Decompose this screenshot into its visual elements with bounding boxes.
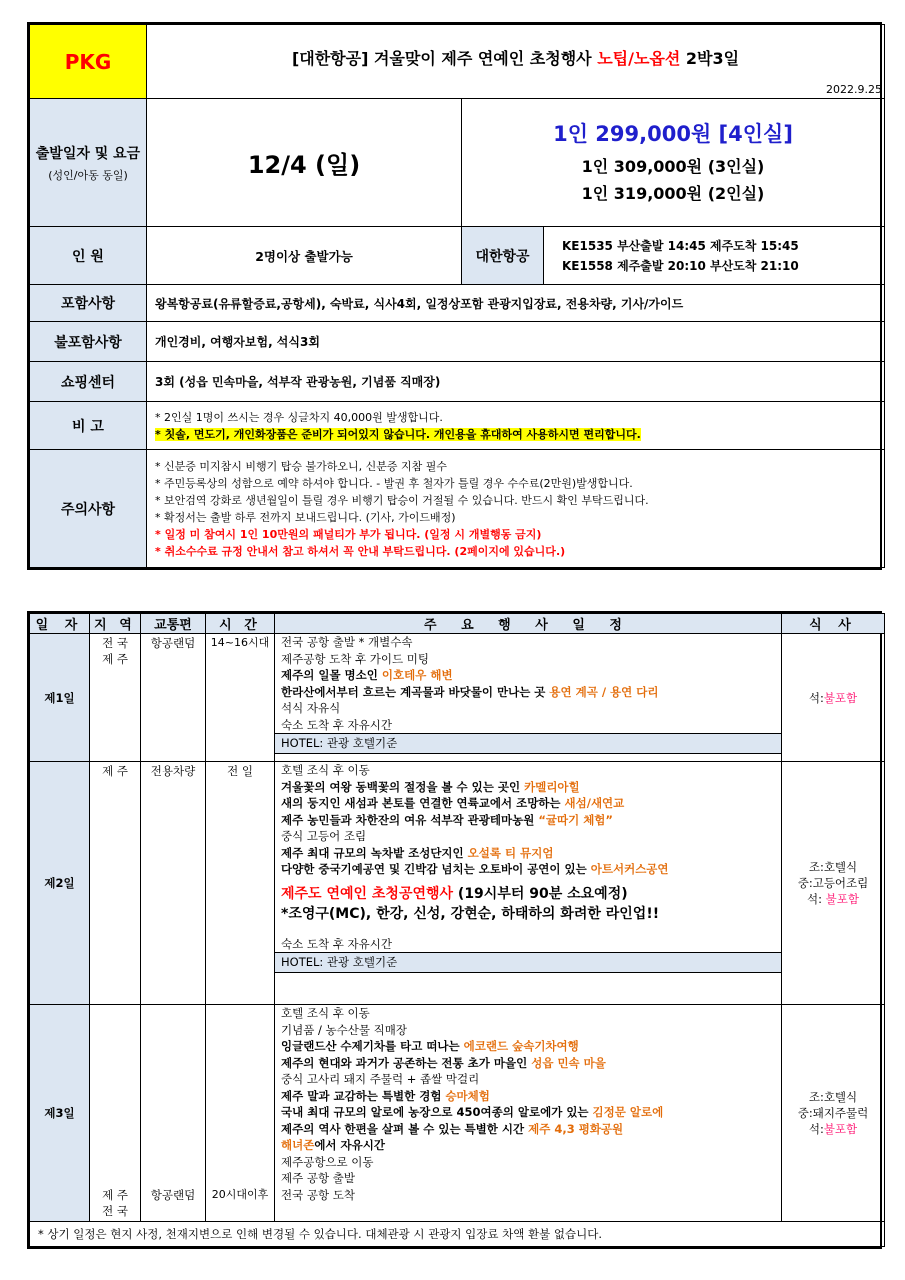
schedule-line (275, 812, 781, 829)
schedule-highlight: 이호테우 해변 (381, 668, 453, 682)
itinerary-footer-note: * 상기 일정은 현지 사정, 천재지변으로 인해 변경될 수 있습니다. 대체관광 시 관광지 입장료 차액 환불 없습니다. (30, 1222, 885, 1247)
col-header-day: 일 자 (30, 614, 90, 634)
title-text-highlight: 노팁/노옵션 (597, 49, 681, 68)
flight-outbound: KE1535 부산출발 14:45 제주도착 15:45 (562, 238, 799, 253)
schedule-line: 석식 자유식 (281, 701, 341, 715)
flight-return: KE1558 제주출발 20:10 부산도착 21:10 (562, 258, 799, 273)
caution-line: * 신분증 미지참시 비행기 탑승 불가하오니, 신분증 지참 필수 (155, 459, 447, 473)
caution-line: * 확정서는 출발 하루 전까지 보내드립니다. (기사, 가이드배정) (155, 510, 456, 524)
day1-schedule (275, 634, 782, 762)
title-text-pre: [대한항공] 겨울맞이 제주 연예인 초청행사 (291, 49, 598, 68)
remark-amenities: * 칫솔, 면도기, 개인화장품은 준비가 되어있지 않습니다. 개인용을 휴대하여 사용하시면 편리합니다. (155, 427, 641, 441)
schedule-line: 중식 고등어 조림 (281, 829, 367, 843)
col-header-region: 지 역 (90, 614, 141, 634)
caution-line: * 주민등록상의 성함으로 예약 하셔야 합니다. - 발권 후 철자가 틀릴 경우 수수료(2만원)발생합니다. (155, 476, 633, 490)
schedule-line (275, 1121, 781, 1138)
schedule-line: 제주 공항 출발 (281, 1171, 355, 1185)
schedule-highlight: 카멜리아힐 (524, 779, 580, 794)
concert-time: (19시부터 90분 소요예정) (453, 885, 628, 902)
day1-time: 14~16시대 (206, 634, 275, 762)
schedule-highlight: 승마체험 (445, 1088, 490, 1103)
day2-meals (782, 762, 885, 1005)
schedule-line (275, 795, 781, 812)
schedule-text: 제주 농민들과 차한잔의 여유 석부작 관광테마농원 (281, 812, 539, 827)
schedule-line (275, 1038, 781, 1055)
day3-label: 제3일 (30, 1005, 90, 1222)
itinerary-table (29, 613, 885, 1247)
schedule-highlight: 에코랜드 숲속기차여행 (463, 1039, 579, 1053)
day2-hotel: HOTEL: 관광 호텔기준 (275, 952, 782, 973)
schedule-text: 에서 자유시간 (314, 1138, 385, 1152)
excluded-label: 불포함사항 (30, 322, 147, 362)
caution-notes (147, 450, 885, 568)
package-info-sheet (27, 22, 882, 570)
col-header-time: 시 간 (206, 614, 275, 634)
day2-region: 제 주 (90, 762, 141, 1005)
day2-label: 제2일 (30, 762, 90, 1005)
pkg-badge: PKG (30, 25, 147, 99)
schedule-text: 새의 둥지인 새섬과 본토를 연결한 연륙교에서 조망하는 (281, 796, 565, 810)
day1-hotel: HOTEL: 관광 호텔기준 (275, 733, 782, 754)
day1-meals (782, 634, 885, 762)
schedule-line (275, 861, 781, 878)
spacer (275, 924, 781, 936)
day3-transport: 항공랜덤 (141, 1005, 206, 1222)
schedule-line: 중식 고사리 돼지 주물럭 + 좁쌀 막걸리 (281, 1072, 480, 1086)
document-date: 2022.9.25 (826, 83, 883, 96)
schedule-line: 숙소 도착 후 자유시간 (281, 936, 392, 951)
shopping-value: 3회 (성읍 민속마을, 석부작 관광농원, 기념품 직매장) (147, 362, 885, 402)
day1-region-from: 전 국 (102, 636, 128, 650)
day3-time: 20시대이후 (206, 1005, 275, 1222)
schedule-highlight: 아트서커스공연 (590, 862, 669, 876)
itinerary-day3-row (30, 1005, 885, 1222)
itinerary-day1-row (30, 634, 885, 762)
schedule-line: 제주공항으로 이동 (281, 1154, 374, 1169)
itinerary-sheet (27, 611, 882, 1249)
price-2-person: 1인 319,000원 (2인실) (581, 183, 765, 203)
meal-lunch: 중:돼지주물럭 (797, 1106, 869, 1120)
day1-region (90, 634, 141, 762)
itinerary-day2-row (30, 762, 885, 1005)
schedule-text: 한라산에서부터 흐르는 계곡물과 바닷물이 만나는 곳 (281, 684, 550, 699)
schedule-highlight: 김정문 알로에 (592, 1105, 664, 1119)
col-header-transport: 교통편 (141, 614, 206, 634)
caution-label: 주의사항 (30, 450, 147, 568)
schedule-line (275, 1088, 781, 1105)
schedule-line: 전국 공항 출발 * 개별수속 (281, 635, 413, 649)
concert-lineup: *조영구(MC), 한강, 신성, 강현순, 하태하의 화려한 라인업!! (281, 905, 660, 922)
meal-dinner-label: 석: (807, 892, 826, 906)
schedule-line (275, 845, 781, 862)
airline-label: 대한항공 (462, 227, 544, 285)
meal-dinner-label: 석: (808, 690, 824, 705)
col-header-schedule: 주 요 행 사 일 정 (275, 614, 782, 634)
excluded-value: 개인경비, 여행자보험, 석식3회 (147, 322, 885, 362)
concert-title: 제주도 연예인 초청공연행사 (281, 885, 454, 902)
schedule-text: 다양한 중국기예공연 및 긴박감 넘치는 오토바이 공연이 있는 (281, 862, 591, 876)
schedule-line: 제주공항 도착 후 가이드 미팅 (281, 651, 429, 666)
remarks-label: 비 고 (30, 402, 147, 450)
day2-time: 전 일 (206, 762, 275, 1005)
price-4-person: 1인 299,000원 [4인실] (553, 121, 793, 146)
schedule-line (275, 779, 781, 796)
price-cell (462, 99, 885, 227)
day3-schedule (275, 1005, 782, 1222)
schedule-text: 잉글랜드산 수제기차를 타고 떠나는 (281, 1039, 464, 1053)
meal-lunch: 중:고등어조림 (797, 876, 869, 890)
schedule-text: 제주의 일몰 명소인 (281, 668, 382, 682)
schedule-highlight: “귤따기 체험” (538, 812, 613, 827)
schedule-line: 호텔 조식 후 이동 (281, 763, 370, 777)
schedule-text: 겨울꽃의 여왕 동백꽃의 절정을 볼 수 있는 곳인 (281, 779, 525, 794)
meal-dinner-value: 불포함 (823, 1122, 858, 1136)
schedule-line (275, 1055, 781, 1072)
schedule-line: 전국 공항 도착 (281, 1187, 355, 1202)
day3-region-to: 전 국 (102, 1204, 128, 1218)
day1-transport: 항공랜덤 (141, 634, 206, 762)
meal-breakfast: 조:호텔식 (808, 1090, 858, 1104)
departure-label: 출발일자 및 요금 (35, 145, 141, 162)
people-value: 2명이상 출발가능 (147, 227, 462, 285)
title-text-post: 2박3일 (680, 49, 740, 68)
day2-schedule (275, 762, 782, 1005)
page-title (147, 25, 885, 99)
concert-line (275, 884, 781, 904)
included-label: 포함사항 (30, 285, 147, 322)
flight-schedule (544, 227, 885, 285)
schedule-text: 제주의 현대와 과거가 공존하는 전통 초가 마을인 (281, 1055, 532, 1070)
schedule-line (275, 1104, 781, 1121)
day2-transport: 전용차량 (141, 762, 206, 1005)
day1-label: 제1일 (30, 634, 90, 762)
schedule-highlight: 성읍 민속 마을 (531, 1055, 606, 1070)
schedule-text: 제주 말과 교감하는 특별한 경험 (281, 1088, 446, 1103)
meal-dinner-value: 불포함 (825, 892, 859, 906)
price-3-person: 1인 309,000원 (3인실) (581, 156, 765, 176)
departure-label-cell (30, 99, 147, 227)
day3-region-from: 제 주 (102, 1188, 128, 1202)
schedule-line: 기념품 / 농수산물 직매장 (281, 1022, 407, 1037)
schedule-highlight: 제주 4,3 평화공원 (528, 1121, 624, 1136)
departure-sublabel: (성인/아동 동일) (48, 168, 128, 182)
meal-dinner (782, 1121, 884, 1137)
meal-dinner-value: 불포함 (823, 690, 858, 705)
schedule-highlight: 해녀존 (281, 1138, 315, 1152)
schedule-text: 국내 최대 규모의 알로에 농장으로 450여종의 알로에가 있는 (281, 1105, 593, 1119)
schedule-highlight: 용연 계곡 / 용연 다리 (549, 684, 659, 699)
col-header-meal: 식 사 (782, 614, 885, 634)
package-info-table (29, 24, 885, 568)
schedule-line: 숙소 도착 후 자유시간 (281, 717, 392, 732)
schedule-line (275, 684, 781, 701)
caution-penalty: * 일정 미 참여시 1인 10만원의 패널티가 부가 됩니다. (일정 시 개별행동 금지) (155, 527, 542, 541)
meal-breakfast: 조:호텔식 (808, 860, 858, 874)
caution-cancellation: * 취소수수료 규정 안내서 참고 하셔서 꼭 안내 부탁드립니다. (2페이지에 있습니다.) (155, 544, 566, 558)
schedule-highlight: 새섬/새연교 (564, 796, 625, 810)
included-value: 왕복항공료(유류할증료,공항세), 숙박료, 식사4회, 일정상포함 관광지입장료, 전용차량, 기사/가이드 (147, 285, 885, 322)
schedule-text: 제주의 역사 한편을 살펴 볼 수 있는 특별한 시간 (281, 1121, 529, 1136)
day1-region-to: 제 주 (102, 652, 128, 666)
meal-dinner-label: 석: (808, 1122, 824, 1136)
remark-single-charge: * 2인실 1명이 쓰시는 경우 싱글차지 40,000원 발생합니다. (155, 410, 443, 424)
departure-date: 12/4 (일) (147, 99, 462, 227)
remarks-notes (147, 402, 885, 450)
schedule-highlight: 오설록 티 뮤지엄 (467, 845, 554, 860)
schedule-text: 제주 최대 규모의 녹차밭 조성단지인 (281, 845, 468, 860)
caution-line: * 보안검역 강화로 생년월일이 틀릴 경우 비행기 탑승이 거절될 수 있습니다. 반드시 확인 부탁드립니다. (155, 493, 649, 507)
schedule-line: 호텔 조식 후 이동 (281, 1006, 370, 1020)
shopping-label: 쇼핑센터 (30, 362, 147, 402)
schedule-line (275, 667, 781, 684)
day3-region (90, 1005, 141, 1222)
people-label: 인 원 (30, 227, 147, 285)
schedule-line (275, 1137, 781, 1154)
day3-meals (782, 1005, 885, 1222)
meal-dinner (782, 891, 884, 907)
